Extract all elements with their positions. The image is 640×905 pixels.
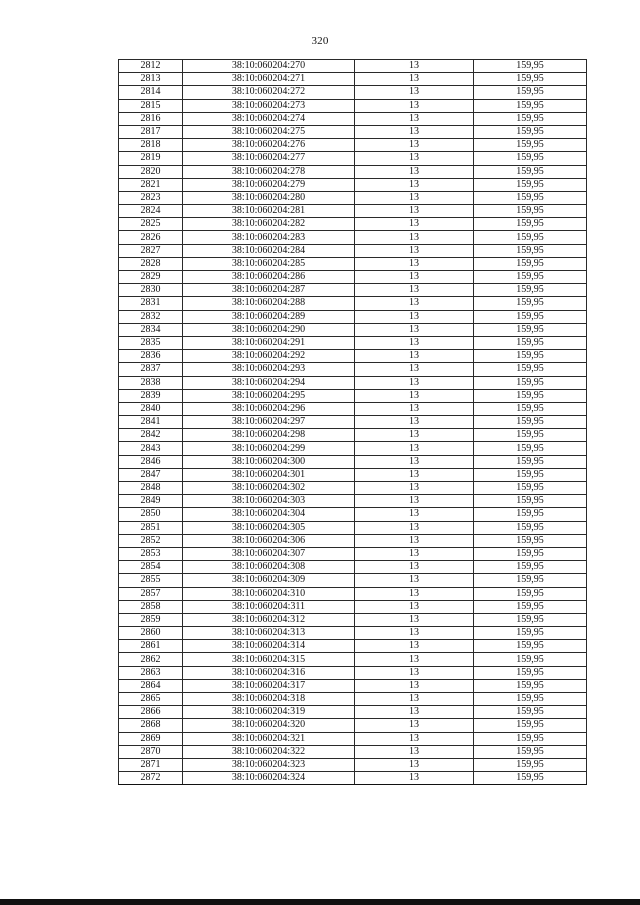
code-cell: 13 (355, 693, 474, 706)
row-number-cell: 2835 (119, 336, 183, 349)
row-number-cell: 2849 (119, 495, 183, 508)
table-row (119, 429, 587, 442)
row-number-cell: 2826 (119, 231, 183, 244)
table-row (119, 482, 587, 495)
code-cell: 13 (355, 772, 474, 785)
table-row (119, 587, 587, 600)
cadastral-number-cell: 38:10:060204:299 (183, 442, 355, 455)
cadastral-number-cell: 38:10:060204:322 (183, 745, 355, 758)
cadastral-number-cell: 38:10:060204:275 (183, 125, 355, 138)
amount-cell: 159,95 (474, 640, 587, 653)
table-row (119, 350, 587, 363)
row-number-cell: 2821 (119, 178, 183, 191)
code-cell: 13 (355, 679, 474, 692)
table-row (119, 521, 587, 534)
cadastral-number-cell: 38:10:060204:272 (183, 86, 355, 99)
cadastral-number-cell: 38:10:060204:324 (183, 772, 355, 785)
code-cell: 13 (355, 86, 474, 99)
amount-cell: 159,95 (474, 706, 587, 719)
table-row (119, 745, 587, 758)
amount-cell: 159,95 (474, 495, 587, 508)
code-cell: 13 (355, 455, 474, 468)
cadastral-number-cell: 38:10:060204:297 (183, 416, 355, 429)
cadastral-number-cell: 38:10:060204:288 (183, 297, 355, 310)
cadastral-number-cell: 38:10:060204:301 (183, 468, 355, 481)
row-number-cell: 2820 (119, 165, 183, 178)
cadastral-number-cell: 38:10:060204:309 (183, 574, 355, 587)
code-cell: 13 (355, 640, 474, 653)
row-number-cell: 2847 (119, 468, 183, 481)
cadastral-number-cell: 38:10:060204:298 (183, 429, 355, 442)
row-number-cell: 2828 (119, 257, 183, 270)
cadastral-number-cell: 38:10:060204:323 (183, 758, 355, 771)
cadastral-number-cell: 38:10:060204:289 (183, 310, 355, 323)
amount-cell: 159,95 (474, 231, 587, 244)
amount-cell: 159,95 (474, 758, 587, 771)
cadastral-number-cell: 38:10:060204:270 (183, 60, 355, 73)
amount-cell: 159,95 (474, 627, 587, 640)
amount-cell: 159,95 (474, 60, 587, 73)
row-number-cell: 2871 (119, 758, 183, 771)
code-cell: 13 (355, 139, 474, 152)
scan-edge-bar (0, 899, 640, 905)
cadastral-number-cell: 38:10:060204:274 (183, 112, 355, 125)
row-number-cell: 2818 (119, 139, 183, 152)
row-number-cell: 2827 (119, 244, 183, 257)
row-number-cell: 2846 (119, 455, 183, 468)
row-number-cell: 2862 (119, 653, 183, 666)
cadastral-number-cell: 38:10:060204:281 (183, 205, 355, 218)
cadastral-number-cell: 38:10:060204:293 (183, 363, 355, 376)
code-cell: 13 (355, 218, 474, 231)
row-number-cell: 2830 (119, 284, 183, 297)
table-row (119, 165, 587, 178)
table-row (119, 218, 587, 231)
amount-cell: 159,95 (474, 139, 587, 152)
amount-cell: 159,95 (474, 350, 587, 363)
cadastral-number-cell: 38:10:060204:318 (183, 693, 355, 706)
code-cell: 13 (355, 416, 474, 429)
table-row (119, 627, 587, 640)
code-cell: 13 (355, 310, 474, 323)
code-cell: 13 (355, 758, 474, 771)
row-number-cell: 2858 (119, 600, 183, 613)
amount-cell: 159,95 (474, 719, 587, 732)
cadastral-number-cell: 38:10:060204:296 (183, 402, 355, 415)
cadastral-number-cell: 38:10:060204:273 (183, 99, 355, 112)
table-row (119, 231, 587, 244)
amount-cell: 159,95 (474, 416, 587, 429)
amount-cell: 159,95 (474, 271, 587, 284)
amount-cell: 159,95 (474, 297, 587, 310)
row-number-cell: 2854 (119, 561, 183, 574)
cadastral-number-cell: 38:10:060204:271 (183, 73, 355, 86)
cadastral-number-cell: 38:10:060204:285 (183, 257, 355, 270)
code-cell: 13 (355, 125, 474, 138)
amount-cell: 159,95 (474, 574, 587, 587)
code-cell: 13 (355, 468, 474, 481)
amount-cell: 159,95 (474, 732, 587, 745)
table-row (119, 679, 587, 692)
amount-cell: 159,95 (474, 429, 587, 442)
row-number-cell: 2819 (119, 152, 183, 165)
code-cell: 13 (355, 60, 474, 73)
amount-cell: 159,95 (474, 205, 587, 218)
cadastral-number-cell: 38:10:060204:286 (183, 271, 355, 284)
code-cell: 13 (355, 271, 474, 284)
amount-cell: 159,95 (474, 244, 587, 257)
table-row (119, 706, 587, 719)
amount-cell: 159,95 (474, 125, 587, 138)
row-number-cell: 2863 (119, 666, 183, 679)
table-row (119, 732, 587, 745)
cadastral-number-cell: 38:10:060204:308 (183, 561, 355, 574)
table-row (119, 336, 587, 349)
table-row (119, 561, 587, 574)
amount-cell: 159,95 (474, 165, 587, 178)
cadastral-number-cell: 38:10:060204:312 (183, 613, 355, 626)
cadastral-number-cell: 38:10:060204:290 (183, 323, 355, 336)
row-number-cell: 2866 (119, 706, 183, 719)
row-number-cell: 2840 (119, 402, 183, 415)
cadastral-number-cell: 38:10:060204:307 (183, 547, 355, 560)
amount-cell: 159,95 (474, 86, 587, 99)
amount-cell: 159,95 (474, 613, 587, 626)
code-cell: 13 (355, 745, 474, 758)
amount-cell: 159,95 (474, 257, 587, 270)
code-cell: 13 (355, 534, 474, 547)
row-number-cell: 2817 (119, 125, 183, 138)
cadastral-number-cell: 38:10:060204:302 (183, 482, 355, 495)
table-row (119, 402, 587, 415)
amount-cell: 159,95 (474, 178, 587, 191)
code-cell: 13 (355, 627, 474, 640)
row-number-cell: 2814 (119, 86, 183, 99)
amount-cell: 159,95 (474, 442, 587, 455)
table-row (119, 534, 587, 547)
row-number-cell: 2870 (119, 745, 183, 758)
table-row (119, 772, 587, 785)
cadastral-number-cell: 38:10:060204:280 (183, 191, 355, 204)
code-cell: 13 (355, 323, 474, 336)
cadastral-number-cell: 38:10:060204:284 (183, 244, 355, 257)
amount-cell: 159,95 (474, 693, 587, 706)
cadastral-number-cell: 38:10:060204:313 (183, 627, 355, 640)
row-number-cell: 2816 (119, 112, 183, 125)
cadastral-number-cell: 38:10:060204:282 (183, 218, 355, 231)
cadastral-number-cell: 38:10:060204:295 (183, 389, 355, 402)
cadastral-number-cell: 38:10:060204:294 (183, 376, 355, 389)
row-number-cell: 2832 (119, 310, 183, 323)
row-number-cell: 2855 (119, 574, 183, 587)
table-row (119, 139, 587, 152)
cadastral-number-cell: 38:10:060204:276 (183, 139, 355, 152)
row-number-cell: 2839 (119, 389, 183, 402)
code-cell: 13 (355, 231, 474, 244)
row-number-cell: 2838 (119, 376, 183, 389)
table-row (119, 257, 587, 270)
amount-cell: 159,95 (474, 152, 587, 165)
code-cell: 13 (355, 284, 474, 297)
cadastral-number-cell: 38:10:060204:315 (183, 653, 355, 666)
cadastral-number-cell: 38:10:060204:314 (183, 640, 355, 653)
row-number-cell: 2841 (119, 416, 183, 429)
cadastral-number-cell: 38:10:060204:278 (183, 165, 355, 178)
cadastral-number-cell: 38:10:060204:319 (183, 706, 355, 719)
table-row (119, 363, 587, 376)
cadastral-number-cell: 38:10:060204:300 (183, 455, 355, 468)
amount-cell: 159,95 (474, 508, 587, 521)
code-cell: 13 (355, 73, 474, 86)
code-cell: 13 (355, 257, 474, 270)
cadastral-number-cell: 38:10:060204:279 (183, 178, 355, 191)
row-number-cell: 2864 (119, 679, 183, 692)
table-row (119, 758, 587, 771)
amount-cell: 159,95 (474, 679, 587, 692)
code-cell: 13 (355, 561, 474, 574)
registry-table-body (119, 60, 587, 785)
row-number-cell: 2837 (119, 363, 183, 376)
amount-cell: 159,95 (474, 402, 587, 415)
row-number-cell: 2853 (119, 547, 183, 560)
code-cell: 13 (355, 574, 474, 587)
code-cell: 13 (355, 402, 474, 415)
amount-cell: 159,95 (474, 547, 587, 560)
amount-cell: 159,95 (474, 587, 587, 600)
code-cell: 13 (355, 99, 474, 112)
amount-cell: 159,95 (474, 191, 587, 204)
row-number-cell: 2829 (119, 271, 183, 284)
amount-cell: 159,95 (474, 73, 587, 86)
table-row (119, 547, 587, 560)
table-row (119, 99, 587, 112)
code-cell: 13 (355, 336, 474, 349)
cadastral-number-cell: 38:10:060204:310 (183, 587, 355, 600)
code-cell: 13 (355, 495, 474, 508)
table-row (119, 271, 587, 284)
cadastral-number-cell: 38:10:060204:317 (183, 679, 355, 692)
table-row (119, 125, 587, 138)
amount-cell: 159,95 (474, 468, 587, 481)
code-cell: 13 (355, 191, 474, 204)
code-cell: 13 (355, 587, 474, 600)
table-row (119, 389, 587, 402)
row-number-cell: 2851 (119, 521, 183, 534)
row-number-cell: 2834 (119, 323, 183, 336)
row-number-cell: 2861 (119, 640, 183, 653)
amount-cell: 159,95 (474, 376, 587, 389)
row-number-cell: 2859 (119, 613, 183, 626)
row-number-cell: 2869 (119, 732, 183, 745)
table-row (119, 613, 587, 626)
code-cell: 13 (355, 112, 474, 125)
row-number-cell: 2857 (119, 587, 183, 600)
code-cell: 13 (355, 547, 474, 560)
cadastral-number-cell: 38:10:060204:304 (183, 508, 355, 521)
amount-cell: 159,95 (474, 218, 587, 231)
row-number-cell: 2812 (119, 60, 183, 73)
amount-cell: 159,95 (474, 455, 587, 468)
cadastral-number-cell: 38:10:060204:311 (183, 600, 355, 613)
table-row (119, 574, 587, 587)
cadastral-number-cell: 38:10:060204:320 (183, 719, 355, 732)
code-cell: 13 (355, 613, 474, 626)
cadastral-number-cell: 38:10:060204:305 (183, 521, 355, 534)
row-number-cell: 2815 (119, 99, 183, 112)
code-cell: 13 (355, 297, 474, 310)
table-row (119, 376, 587, 389)
row-number-cell: 2872 (119, 772, 183, 785)
amount-cell: 159,95 (474, 534, 587, 547)
table-row (119, 73, 587, 86)
code-cell: 13 (355, 363, 474, 376)
table-row (119, 323, 587, 336)
amount-cell: 159,95 (474, 389, 587, 402)
table-row (119, 191, 587, 204)
code-cell: 13 (355, 666, 474, 679)
amount-cell: 159,95 (474, 99, 587, 112)
table-row (119, 442, 587, 455)
cadastral-number-cell: 38:10:060204:291 (183, 336, 355, 349)
code-cell: 13 (355, 244, 474, 257)
amount-cell: 159,95 (474, 666, 587, 679)
code-cell: 13 (355, 376, 474, 389)
table-row (119, 455, 587, 468)
code-cell: 13 (355, 600, 474, 613)
table-row (119, 284, 587, 297)
row-number-cell: 2842 (119, 429, 183, 442)
amount-cell: 159,95 (474, 561, 587, 574)
cadastral-number-cell: 38:10:060204:303 (183, 495, 355, 508)
row-number-cell: 2850 (119, 508, 183, 521)
table-row (119, 244, 587, 257)
row-number-cell: 2813 (119, 73, 183, 86)
table-row (119, 468, 587, 481)
code-cell: 13 (355, 350, 474, 363)
table-row (119, 60, 587, 73)
amount-cell: 159,95 (474, 323, 587, 336)
table-row (119, 666, 587, 679)
row-number-cell: 2852 (119, 534, 183, 547)
code-cell: 13 (355, 205, 474, 218)
cadastral-number-cell: 38:10:060204:283 (183, 231, 355, 244)
amount-cell: 159,95 (474, 336, 587, 349)
code-cell: 13 (355, 653, 474, 666)
code-cell: 13 (355, 389, 474, 402)
code-cell: 13 (355, 152, 474, 165)
amount-cell: 159,95 (474, 363, 587, 376)
amount-cell: 159,95 (474, 600, 587, 613)
registry-table (118, 59, 587, 785)
table-row (119, 416, 587, 429)
amount-cell: 159,95 (474, 310, 587, 323)
row-number-cell: 2848 (119, 482, 183, 495)
amount-cell: 159,95 (474, 521, 587, 534)
code-cell: 13 (355, 719, 474, 732)
table-row (119, 86, 587, 99)
table-row (119, 152, 587, 165)
code-cell: 13 (355, 442, 474, 455)
row-number-cell: 2836 (119, 350, 183, 363)
table-row (119, 178, 587, 191)
cadastral-number-cell: 38:10:060204:277 (183, 152, 355, 165)
row-number-cell: 2868 (119, 719, 183, 732)
table-row (119, 205, 587, 218)
table-row (119, 495, 587, 508)
cadastral-number-cell: 38:10:060204:306 (183, 534, 355, 547)
amount-cell: 159,95 (474, 112, 587, 125)
row-number-cell: 2831 (119, 297, 183, 310)
row-number-cell: 2860 (119, 627, 183, 640)
cadastral-number-cell: 38:10:060204:292 (183, 350, 355, 363)
cadastral-number-cell: 38:10:060204:321 (183, 732, 355, 745)
cadastral-number-cell: 38:10:060204:287 (183, 284, 355, 297)
amount-cell: 159,95 (474, 772, 587, 785)
code-cell: 13 (355, 482, 474, 495)
code-cell: 13 (355, 706, 474, 719)
row-number-cell: 2825 (119, 218, 183, 231)
code-cell: 13 (355, 165, 474, 178)
table-row (119, 112, 587, 125)
table-row (119, 508, 587, 521)
amount-cell: 159,95 (474, 482, 587, 495)
code-cell: 13 (355, 508, 474, 521)
table-row (119, 310, 587, 323)
code-cell: 13 (355, 732, 474, 745)
amount-cell: 159,95 (474, 745, 587, 758)
row-number-cell: 2865 (119, 693, 183, 706)
table-row (119, 693, 587, 706)
table-row (119, 600, 587, 613)
code-cell: 13 (355, 429, 474, 442)
table-row (119, 719, 587, 732)
code-cell: 13 (355, 521, 474, 534)
table-row (119, 297, 587, 310)
row-number-cell: 2824 (119, 205, 183, 218)
amount-cell: 159,95 (474, 653, 587, 666)
table-row (119, 640, 587, 653)
cadastral-number-cell: 38:10:060204:316 (183, 666, 355, 679)
code-cell: 13 (355, 178, 474, 191)
row-number-cell: 2823 (119, 191, 183, 204)
row-number-cell: 2843 (119, 442, 183, 455)
table-row (119, 653, 587, 666)
page-number: 320 (311, 35, 329, 47)
amount-cell: 159,95 (474, 284, 587, 297)
